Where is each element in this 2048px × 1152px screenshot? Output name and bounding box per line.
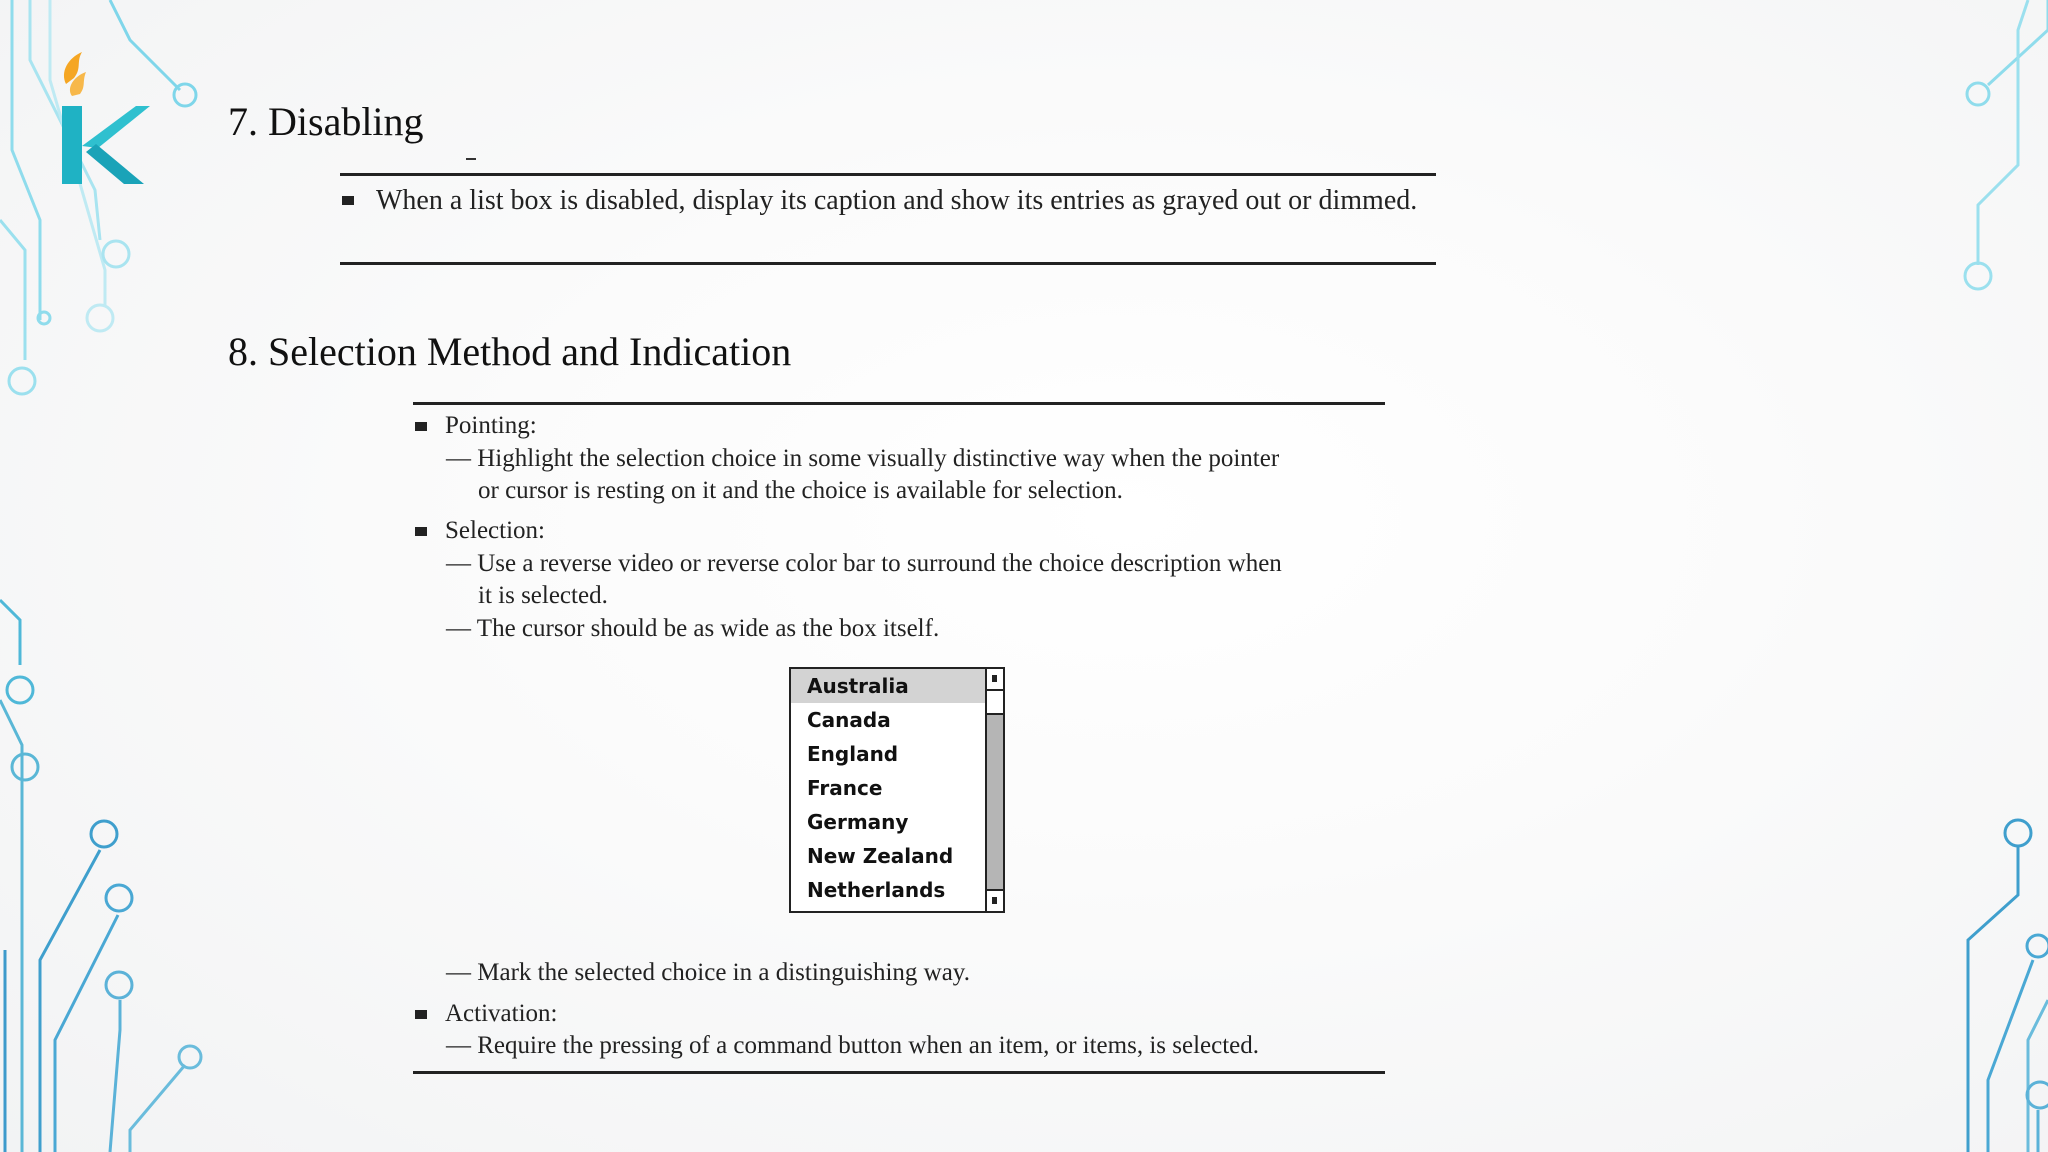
bullet-icon [415,527,427,536]
list-item[interactable]: Netherlands [807,878,946,902]
section-heading-selection: 8. Selection Method and Indication [228,329,792,374]
example-list-box[interactable] [789,667,1005,913]
pointing-text-line: — Highlight the selection choice in some visually distinctive way when the pointer [446,445,1280,472]
section-heading-disabling: 7. Disabling [228,99,424,144]
mark-text-line: — Mark the selected choice in a distinguishing way. [446,959,970,986]
selection-label: Selection: [445,517,545,544]
divider-rule [413,1071,1385,1074]
selection-text-line: — The cursor should be as wide as the box itself. [446,615,940,642]
scroll-down-arrow-icon[interactable] [987,889,1003,911]
selection-text-line: — Use a reverse video or reverse color bar to surround the choice description when [446,550,1282,577]
list-item-selected[interactable]: Australia [791,669,987,703]
list-item[interactable]: England [807,742,899,766]
list-item[interactable]: Canada [807,708,891,732]
list-item[interactable]: New Zealand [807,844,954,868]
divider-rule [340,262,1436,265]
activation-text-line: — Require the pressing of a command button when an item, or items, is selected. [446,1032,1260,1059]
activation-label: Activation: [445,1000,558,1027]
divider-rule [413,402,1385,405]
disabling-bullet-text: When a list box is disabled, display its caption and show its entries as grayed out or dimmed. [376,185,1418,216]
bullet-icon [415,422,427,431]
circuit-decoration-right [1788,0,2048,1152]
brand-logo [52,44,152,194]
dash-mark [466,158,476,160]
bullet-icon [342,196,354,205]
selection-text-line: it is selected. [478,582,608,609]
list-box-items [791,669,987,911]
pointing-label: Pointing: [445,412,537,439]
list-box-scrollbar[interactable] [985,669,1003,911]
list-item[interactable]: France [807,776,883,800]
bullet-icon [415,1010,427,1019]
list-item[interactable]: Germany [807,810,909,834]
divider-rule [340,173,1436,176]
scroll-up-arrow-icon[interactable] [987,669,1003,691]
pointing-text-line: or cursor is resting on it and the choice is available for selection. [478,477,1123,504]
scroll-thumb[interactable] [987,691,1003,715]
